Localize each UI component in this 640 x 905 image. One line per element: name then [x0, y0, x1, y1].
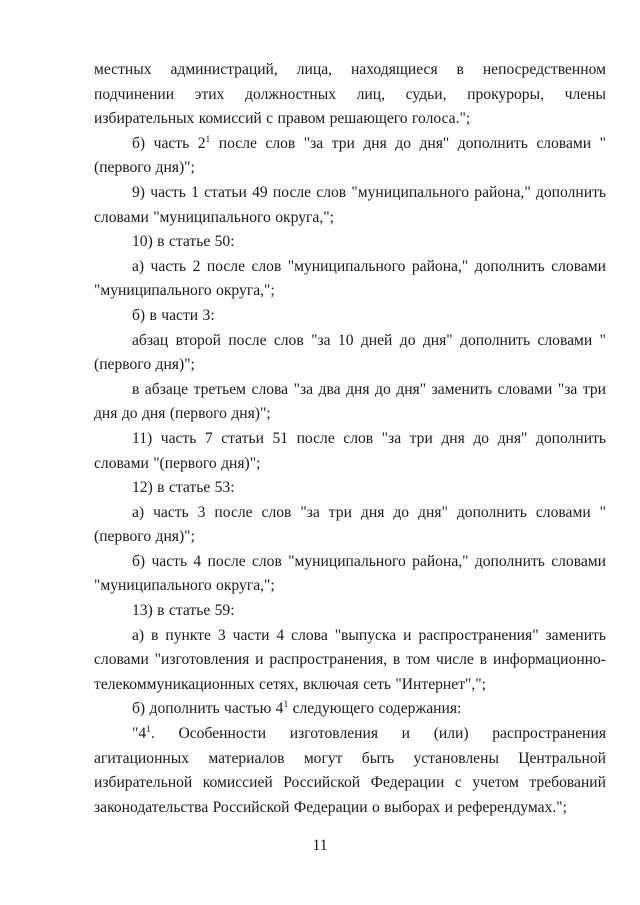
superscript: 1: [205, 134, 211, 145]
paragraph-p1: [94, 58, 606, 132]
paragraph-text: а) часть 2 после слов "муниципального района," дополнить словами "муниципального округа,";: [94, 257, 606, 300]
paragraph-p6: [94, 304, 606, 329]
paragraph-p2: [94, 132, 606, 181]
paragraph-p11: [94, 501, 606, 550]
paragraph-p9: [94, 427, 606, 476]
paragraph-p16: [94, 722, 606, 820]
paragraph-p14: [94, 624, 606, 698]
paragraph-p7: [94, 329, 606, 378]
paragraph-text: б) в части 3:: [132, 306, 215, 324]
paragraph-text: местных администраций, лица, находящиеся в непосредственном подчинении этих должностных лиц, судьи, прокуроры, члены избирательных комиссий с правом решающего голоса.";: [94, 61, 606, 128]
paragraph-p8: [94, 378, 606, 427]
superscript: 1: [283, 700, 289, 711]
paragraph-text: абзац второй после слов "за 10 дней до дня" дополнить словами "(первого дня)";: [94, 331, 606, 374]
paragraph-text: 12) в статье 53:: [132, 479, 235, 497]
paragraph-text: . Особенности изготовления и (или) распространения агитационных материалов могут быть установлены Центральной избирательной комиссией Российской Федерации с учетом требований законодательства Российской Федерации о выборах и референдумах.";: [94, 725, 606, 816]
page-number: 11: [312, 837, 328, 854]
paragraph-p10: [94, 476, 606, 501]
paragraph-text: 10) в статье 50:: [132, 233, 235, 251]
paragraph-text: б) часть 4 после слов "муниципального района," дополнить словами "муниципального округа,";: [94, 552, 606, 595]
paragraph-p5: [94, 255, 606, 304]
paragraph-text: 9) часть 1 статьи 49 после слов "муниципального района," дополнить словами "муниципального округа,";: [94, 183, 606, 226]
paragraph-text: б) дополнить частью 4: [132, 700, 284, 718]
paragraph-text: б) часть 2: [132, 134, 206, 152]
paragraph-text: а) в пункте 3 части 4 слова "выпуска и распространения" заменить словами "изготовления и распространения, в том числе в информационно-телекоммуникационных сетях, включая сеть "Интернет",";: [94, 626, 606, 693]
superscript: 1: [146, 725, 151, 736]
paragraph-p3: [94, 181, 606, 230]
paragraph-text: в абзаце третьем слова "за два дня до дня" заменить словами "за три дня до дня (первого дня)";: [94, 380, 606, 423]
paragraph-p4: [94, 230, 606, 255]
paragraph-text: а) часть 3 после слов "за три дня до дня" дополнить словами "(первого дня)";: [94, 503, 606, 546]
paragraph-p13: [94, 599, 606, 624]
document-body: [94, 58, 606, 820]
paragraph-p15: [94, 697, 606, 722]
paragraph-text: 11) часть 7 статьи 51 после слов "за три дня до дня" дополнить словами "(первого дня)";: [94, 429, 606, 472]
paragraph-text: "4: [132, 725, 147, 743]
paragraph-text: после слов "за три дня до дня" дополнить словами "(первого дня)";: [94, 134, 606, 177]
paragraph-p12: [94, 550, 606, 599]
paragraph-text: следующего содержания:: [288, 700, 462, 718]
paragraph-text: 13) в статье 59:: [132, 602, 235, 620]
